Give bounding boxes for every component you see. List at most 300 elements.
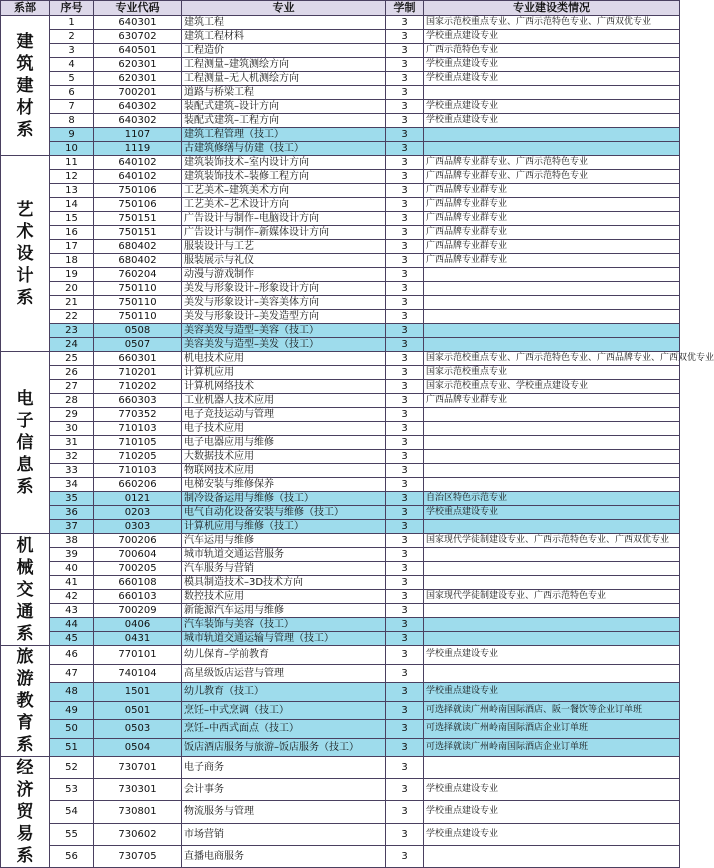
major-name: 市场营销	[182, 823, 386, 845]
row-index: 10	[50, 142, 94, 156]
row-index: 33	[50, 464, 94, 478]
row-index: 4	[50, 58, 94, 72]
study-years: 3	[386, 845, 424, 867]
major-code: 660206	[94, 478, 182, 492]
major-name: 幼儿保育–学前教育	[182, 646, 386, 665]
row-index: 23	[50, 324, 94, 338]
row-index: 17	[50, 240, 94, 254]
major-code: 630702	[94, 30, 182, 44]
row-index: 34	[50, 478, 94, 492]
study-years: 3	[386, 422, 424, 436]
major-code: 730701	[94, 757, 182, 779]
construction-status	[424, 296, 680, 310]
study-years: 3	[386, 450, 424, 464]
row-index: 31	[50, 436, 94, 450]
study-years: 3	[386, 534, 424, 548]
row-index: 30	[50, 422, 94, 436]
major-name: 装配式建筑–工程方向	[182, 114, 386, 128]
construction-status	[424, 464, 680, 478]
major-name: 建筑装饰技术–装修工程方向	[182, 170, 386, 184]
study-years: 3	[386, 604, 424, 618]
construction-status: 可选择就读广州岭南国际酒店企业订单班	[424, 738, 680, 757]
study-years: 3	[386, 254, 424, 268]
study-years: 3	[386, 58, 424, 72]
study-years: 3	[386, 478, 424, 492]
study-years: 3	[386, 184, 424, 198]
department-name: 经济贸易系	[16, 758, 34, 866]
major-name: 建筑工程	[182, 16, 386, 30]
major-name: 计算机应用	[182, 366, 386, 380]
major-name: 美容美发与造型–美容（技工）	[182, 324, 386, 338]
row-index: 48	[50, 683, 94, 702]
major-code: 730301	[94, 779, 182, 801]
construction-status	[424, 520, 680, 534]
major-code: 1107	[94, 128, 182, 142]
major-code: 640501	[94, 44, 182, 58]
construction-status: 国家示范校重点专业、广西示范特色专业、广西品牌专业、广西双优专业	[424, 352, 680, 366]
major-name: 美发与形象设计–美发造型方向	[182, 310, 386, 324]
major-code: 0431	[94, 632, 182, 646]
major-name: 电梯安装与维修保养	[182, 478, 386, 492]
major-code: 700205	[94, 562, 182, 576]
construction-status: 可选择就读广州岭南国际酒店、阪一餐饮等企业订单班	[424, 701, 680, 720]
study-years: 3	[386, 576, 424, 590]
construction-status: 可选择就读广州岭南国际酒店企业订单班	[424, 720, 680, 739]
row-index: 19	[50, 268, 94, 282]
table-row	[1, 492, 680, 506]
study-years: 3	[386, 86, 424, 100]
table-row	[1, 198, 680, 212]
major-name: 美容美发与造型–美发（技工）	[182, 338, 386, 352]
study-years: 3	[386, 632, 424, 646]
major-name: 服装展示与礼仪	[182, 254, 386, 268]
study-years: 3	[386, 198, 424, 212]
major-name: 电子电器应用与维修	[182, 436, 386, 450]
row-index: 45	[50, 632, 94, 646]
header-row	[1, 1, 680, 16]
study-years: 3	[386, 296, 424, 310]
construction-status: 学校重点建设专业	[424, 114, 680, 128]
construction-status	[424, 562, 680, 576]
major-code: 730705	[94, 845, 182, 867]
table-row	[1, 422, 680, 436]
construction-status	[424, 632, 680, 646]
major-code: 660303	[94, 394, 182, 408]
study-years: 3	[386, 226, 424, 240]
row-index: 55	[50, 823, 94, 845]
construction-status: 广西品牌专业群专业	[424, 212, 680, 226]
table-row	[1, 604, 680, 618]
study-years: 3	[386, 664, 424, 683]
construction-status: 自治区特色示范专业	[424, 492, 680, 506]
row-index: 54	[50, 801, 94, 823]
table-row	[1, 779, 680, 801]
row-index: 43	[50, 604, 94, 618]
study-years: 3	[386, 72, 424, 86]
construction-status: 广西品牌专业群专业	[424, 254, 680, 268]
construction-status	[424, 436, 680, 450]
major-name: 美发与形象设计–美容美体方向	[182, 296, 386, 310]
table-row	[1, 338, 680, 352]
department-name: 旅游教育系	[16, 647, 34, 755]
construction-status: 学校重点建设专业	[424, 72, 680, 86]
major-name: 计算机应用与维修（技工）	[182, 520, 386, 534]
major-code: 680402	[94, 240, 182, 254]
table-row	[1, 282, 680, 296]
study-years: 3	[386, 562, 424, 576]
major-name: 服装设计与工艺	[182, 240, 386, 254]
study-years: 3	[386, 520, 424, 534]
row-index: 37	[50, 520, 94, 534]
major-code: 760204	[94, 268, 182, 282]
major-code: 710103	[94, 422, 182, 436]
major-code: 660301	[94, 352, 182, 366]
row-index: 7	[50, 100, 94, 114]
table-row	[1, 720, 680, 739]
table-row	[1, 212, 680, 226]
construction-status	[424, 604, 680, 618]
major-code: 640102	[94, 170, 182, 184]
row-index: 22	[50, 310, 94, 324]
study-years: 3	[386, 142, 424, 156]
construction-status: 学校重点建设专业	[424, 58, 680, 72]
major-code: 660108	[94, 576, 182, 590]
row-index: 6	[50, 86, 94, 100]
major-code: 770101	[94, 646, 182, 665]
major-name: 工艺美术–艺术设计方向	[182, 198, 386, 212]
major-name: 装配式建筑–设计方向	[182, 100, 386, 114]
header-major: 专业	[182, 1, 386, 16]
row-index: 32	[50, 450, 94, 464]
major-code: 750106	[94, 184, 182, 198]
major-name: 建筑工程材料	[182, 30, 386, 44]
major-name: 直播电商服务	[182, 845, 386, 867]
table-row	[1, 240, 680, 254]
construction-status	[424, 86, 680, 100]
study-years: 3	[386, 114, 424, 128]
major-code: 730801	[94, 801, 182, 823]
construction-status: 学校重点建设专业	[424, 30, 680, 44]
table-row	[1, 44, 680, 58]
study-years: 3	[386, 394, 424, 408]
header-dept: 系部	[1, 1, 50, 16]
major-name: 物流服务与管理	[182, 801, 386, 823]
major-code: 1501	[94, 683, 182, 702]
construction-status: 广西品牌专业群专业	[424, 184, 680, 198]
major-name: 数控技术应用	[182, 590, 386, 604]
table-row	[1, 701, 680, 720]
department-name: 艺术设计系	[16, 199, 34, 308]
major-name: 工程测量–无人机测绘方向	[182, 72, 386, 86]
construction-status: 广西品牌专业群专业	[424, 394, 680, 408]
table-row	[1, 757, 680, 779]
department-cell	[1, 156, 50, 352]
department-cell	[1, 646, 50, 757]
construction-status	[424, 548, 680, 562]
major-code: 710201	[94, 366, 182, 380]
major-code: 750110	[94, 296, 182, 310]
table-row	[1, 590, 680, 604]
major-name: 美发与形象设计–形象设计方向	[182, 282, 386, 296]
row-index: 39	[50, 548, 94, 562]
table-row	[1, 534, 680, 548]
construction-status: 学校重点建设专业	[424, 779, 680, 801]
table-row	[1, 226, 680, 240]
header-code: 专业代码	[94, 1, 182, 16]
major-code: 750151	[94, 226, 182, 240]
row-index: 44	[50, 618, 94, 632]
major-name: 计算机网络技术	[182, 380, 386, 394]
major-name: 汽车装饰与美容（技工）	[182, 618, 386, 632]
construction-status	[424, 324, 680, 338]
major-code: 0504	[94, 738, 182, 757]
construction-status	[424, 576, 680, 590]
major-name: 工业机器人技术应用	[182, 394, 386, 408]
construction-status: 广西品牌专业群专业	[424, 240, 680, 254]
major-code: 750110	[94, 310, 182, 324]
major-code: 740104	[94, 664, 182, 683]
table-row	[1, 380, 680, 394]
study-years: 3	[386, 779, 424, 801]
construction-status: 国家现代学徒制建设专业、广西示范特色专业、广西双优专业	[424, 534, 680, 548]
construction-status: 学校重点建设专业	[424, 646, 680, 665]
major-code: 710202	[94, 380, 182, 394]
row-index: 20	[50, 282, 94, 296]
major-code: 0121	[94, 492, 182, 506]
construction-status: 广西品牌专业群专业	[424, 226, 680, 240]
construction-status: 广西品牌专业群专业、广西示范特色专业	[424, 156, 680, 170]
major-code: 770352	[94, 408, 182, 422]
table-row	[1, 184, 680, 198]
row-index: 53	[50, 779, 94, 801]
construction-status: 学校重点建设专业	[424, 823, 680, 845]
study-years: 3	[386, 701, 424, 720]
major-code: 700604	[94, 548, 182, 562]
study-years: 3	[386, 720, 424, 739]
table-row	[1, 801, 680, 823]
row-index: 28	[50, 394, 94, 408]
major-name: 高星级饭店运营与管理	[182, 664, 386, 683]
row-index: 38	[50, 534, 94, 548]
major-name: 电子商务	[182, 757, 386, 779]
study-years: 3	[386, 212, 424, 226]
major-name: 广告设计与制作–新媒体设计方向	[182, 226, 386, 240]
table-row	[1, 845, 680, 867]
construction-status: 广西示范特色专业	[424, 44, 680, 58]
construction-status	[424, 478, 680, 492]
study-years: 3	[386, 324, 424, 338]
row-index: 12	[50, 170, 94, 184]
major-code: 700209	[94, 604, 182, 618]
row-index: 16	[50, 226, 94, 240]
major-code: 700201	[94, 86, 182, 100]
study-years: 3	[386, 156, 424, 170]
construction-status	[424, 664, 680, 683]
department-cell	[1, 534, 50, 646]
major-name: 工程测量–建筑测绘方向	[182, 58, 386, 72]
major-code: 0406	[94, 618, 182, 632]
row-index: 41	[50, 576, 94, 590]
study-years: 3	[386, 436, 424, 450]
study-years: 3	[386, 128, 424, 142]
table-row	[1, 520, 680, 534]
header-years: 学制	[386, 1, 424, 16]
study-years: 3	[386, 310, 424, 324]
major-code: 750106	[94, 198, 182, 212]
department-name: 建筑建材系	[16, 31, 34, 140]
study-years: 3	[386, 492, 424, 506]
table-row	[1, 548, 680, 562]
major-name: 建筑装饰技术–室内设计方向	[182, 156, 386, 170]
major-code: 700206	[94, 534, 182, 548]
construction-status	[424, 282, 680, 296]
department-name: 机械交通系	[16, 535, 34, 644]
row-index: 5	[50, 72, 94, 86]
major-name: 制冷设备运用与维修（技工）	[182, 492, 386, 506]
major-code: 0203	[94, 506, 182, 520]
construction-status	[424, 757, 680, 779]
construction-status	[424, 408, 680, 422]
table-row	[1, 72, 680, 86]
major-code: 0508	[94, 324, 182, 338]
major-code: 0501	[94, 701, 182, 720]
study-years: 3	[386, 16, 424, 30]
major-name: 道路与桥梁工程	[182, 86, 386, 100]
table-row	[1, 562, 680, 576]
row-index: 24	[50, 338, 94, 352]
construction-status	[424, 310, 680, 324]
major-name: 电气自动化设备安装与维修（技工）	[182, 506, 386, 520]
study-years: 3	[386, 464, 424, 478]
study-years: 3	[386, 44, 424, 58]
row-index: 2	[50, 30, 94, 44]
row-index: 52	[50, 757, 94, 779]
major-name: 广告设计与制作–电脑设计方向	[182, 212, 386, 226]
table-row	[1, 310, 680, 324]
table-row	[1, 324, 680, 338]
study-years: 3	[386, 618, 424, 632]
major-code: 640302	[94, 114, 182, 128]
table-row	[1, 366, 680, 380]
study-years: 3	[386, 338, 424, 352]
table-row	[1, 128, 680, 142]
construction-status	[424, 845, 680, 867]
table-row	[1, 254, 680, 268]
study-years: 3	[386, 282, 424, 296]
major-code: 730602	[94, 823, 182, 845]
construction-status	[424, 450, 680, 464]
row-index: 49	[50, 701, 94, 720]
row-index: 18	[50, 254, 94, 268]
table-row	[1, 683, 680, 702]
construction-status	[424, 128, 680, 142]
study-years: 3	[386, 757, 424, 779]
row-index: 1	[50, 16, 94, 30]
row-index: 9	[50, 128, 94, 142]
table-row	[1, 100, 680, 114]
study-years: 3	[386, 408, 424, 422]
study-years: 3	[386, 506, 424, 520]
row-index: 13	[50, 184, 94, 198]
row-index: 21	[50, 296, 94, 310]
study-years: 3	[386, 548, 424, 562]
major-name: 模具制造技术–3D技术方向	[182, 576, 386, 590]
major-code: 710103	[94, 464, 182, 478]
major-code: 680402	[94, 254, 182, 268]
construction-status: 学校重点建设专业	[424, 100, 680, 114]
major-name: 大数据技术应用	[182, 450, 386, 464]
row-index: 50	[50, 720, 94, 739]
construction-status	[424, 338, 680, 352]
major-name: 幼儿教育（技工）	[182, 683, 386, 702]
major-code: 750151	[94, 212, 182, 226]
major-code: 640102	[94, 156, 182, 170]
construction-status: 学校重点建设专业	[424, 683, 680, 702]
construction-status	[424, 422, 680, 436]
major-name: 物联网技术应用	[182, 464, 386, 478]
major-code: 620301	[94, 72, 182, 86]
table-row	[1, 576, 680, 590]
table-row	[1, 618, 680, 632]
row-index: 40	[50, 562, 94, 576]
major-name: 汽车服务与营销	[182, 562, 386, 576]
table-row	[1, 170, 680, 184]
construction-status: 国家示范校重点专业、广西示范特色专业、广西双优专业	[424, 16, 680, 30]
study-years: 3	[386, 268, 424, 282]
study-years: 3	[386, 683, 424, 702]
table-row	[1, 114, 680, 128]
table-row	[1, 632, 680, 646]
row-index: 15	[50, 212, 94, 226]
department-cell	[1, 757, 50, 868]
major-name: 城市轨道交通运营服务	[182, 548, 386, 562]
construction-status: 广西品牌专业群专业、广西示范特色专业	[424, 170, 680, 184]
department-name: 电子信息系	[16, 388, 34, 497]
study-years: 3	[386, 380, 424, 394]
table-row	[1, 58, 680, 72]
table-row	[1, 436, 680, 450]
table-row	[1, 450, 680, 464]
major-name: 电子竞技运动与管理	[182, 408, 386, 422]
row-index: 11	[50, 156, 94, 170]
study-years: 3	[386, 590, 424, 604]
study-years: 3	[386, 366, 424, 380]
study-years: 3	[386, 646, 424, 665]
table-row	[1, 296, 680, 310]
study-years: 3	[386, 738, 424, 757]
major-name: 机电技术应用	[182, 352, 386, 366]
major-code: 1119	[94, 142, 182, 156]
construction-status: 学校重点建设专业	[424, 801, 680, 823]
row-index: 8	[50, 114, 94, 128]
major-code: 0503	[94, 720, 182, 739]
major-code: 0507	[94, 338, 182, 352]
table-body	[1, 16, 714, 868]
table-row	[1, 506, 680, 520]
major-code: 0303	[94, 520, 182, 534]
row-index: 42	[50, 590, 94, 604]
major-name: 动漫与游戏制作	[182, 268, 386, 282]
table-row	[1, 408, 680, 422]
major-name: 电子技术应用	[182, 422, 386, 436]
major-name: 烹饪–中式烹调（技工）	[182, 701, 386, 720]
major-name: 古建筑修缮与仿建（技工）	[182, 142, 386, 156]
header-index: 序号	[50, 1, 94, 16]
major-code: 710105	[94, 436, 182, 450]
construction-status: 学校重点建设专业	[424, 506, 680, 520]
major-name: 城市轨道交通运输与管理（技工）	[182, 632, 386, 646]
row-index: 25	[50, 352, 94, 366]
